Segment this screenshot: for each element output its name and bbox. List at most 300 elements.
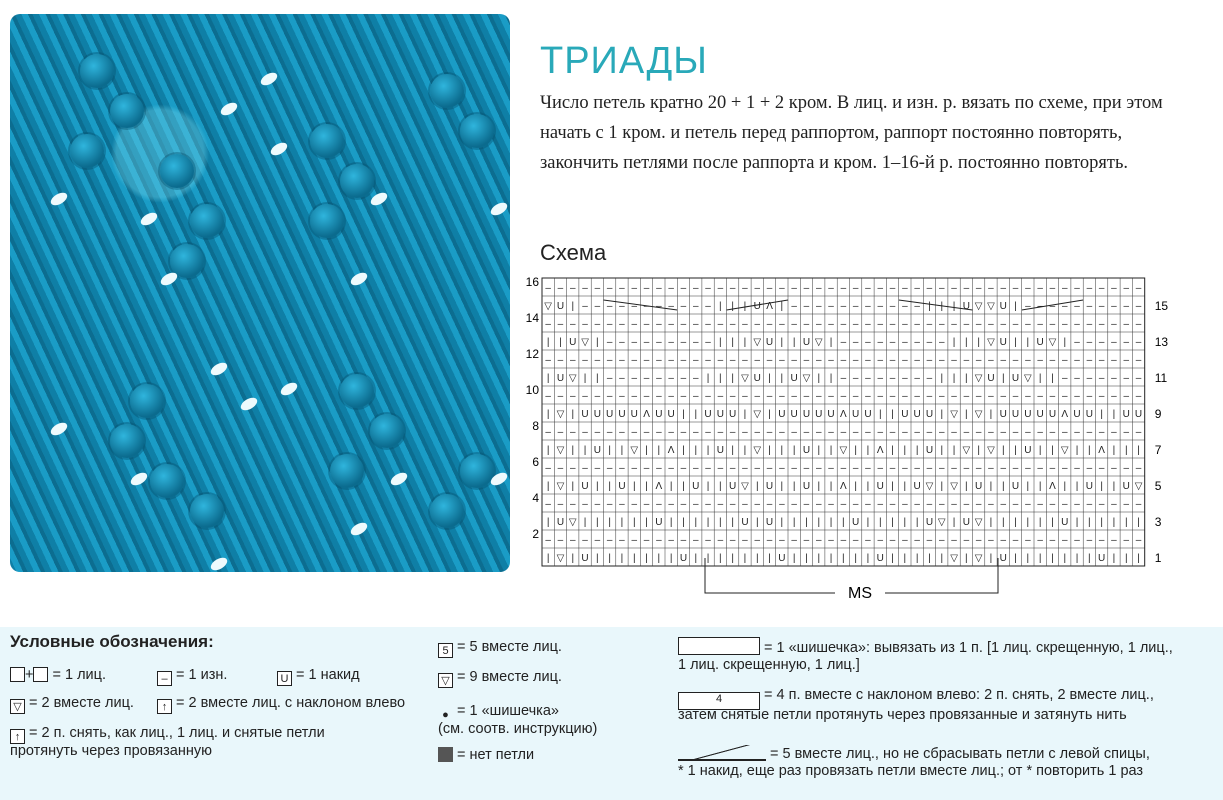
- chart-stitch: U: [925, 408, 934, 420]
- chart-stitch: –: [742, 282, 748, 294]
- chart-stitch: Λ: [1049, 480, 1056, 492]
- chart-stitch: |: [755, 552, 759, 564]
- chart-stitch: |: [596, 336, 599, 348]
- scheme-label: Схема: [540, 240, 607, 265]
- chart-stitch: |: [780, 444, 784, 456]
- chart-stitch: |: [1001, 480, 1005, 492]
- chart-stitch: –: [828, 318, 834, 330]
- row-number-left: 10: [525, 383, 539, 397]
- chart-stitch: –: [692, 336, 699, 348]
- no-stitch-symbol-icon: [438, 747, 453, 762]
- chart-stitch: |: [546, 336, 550, 348]
- chart-stitch: –: [938, 318, 945, 330]
- chart-stitch: –: [889, 426, 896, 438]
- chart-stitch: |: [1014, 516, 1017, 528]
- chart-stitch: –: [1000, 318, 1007, 330]
- chart-stitch: –: [840, 354, 847, 366]
- chart-stitch: –: [754, 318, 761, 330]
- chart-stitch: –: [840, 534, 847, 546]
- chart-stitch: –: [779, 390, 785, 402]
- chart-stitch: –: [1074, 462, 1080, 474]
- chart-stitch: –: [840, 300, 847, 312]
- chart-stitch: ▽: [544, 300, 553, 312]
- chart-stitch: –: [643, 336, 650, 348]
- chart-stitch: U: [852, 516, 860, 528]
- chart-stitch: U: [556, 372, 565, 384]
- chart-stitch: |: [940, 300, 944, 312]
- legend-k4-left-line2: затем снятые петли протянуть через провязанные и затянуть нить: [678, 707, 1127, 723]
- chart-stitch: –: [692, 300, 699, 312]
- chart-stitch: |: [1001, 516, 1005, 528]
- chart-stitch: ▽: [556, 408, 565, 420]
- chart-stitch: –: [545, 534, 551, 546]
- chart-stitch: |: [546, 480, 550, 492]
- chart-stitch: –: [840, 390, 847, 402]
- chart-stitch: –: [1111, 390, 1117, 402]
- chart-stitch: –: [594, 318, 601, 330]
- chart-stitch: –: [557, 354, 564, 366]
- chart-stitch: –: [1098, 318, 1105, 330]
- chart-stitch: –: [1000, 534, 1007, 546]
- chart-stitch: Λ: [655, 480, 663, 492]
- chart-stitch: Λ: [643, 408, 650, 420]
- chart-stitch: –: [1135, 462, 1142, 474]
- pattern-description: [540, 88, 1220, 178]
- chart-stitch: –: [803, 318, 810, 330]
- chart-stitch: –: [754, 282, 761, 294]
- chart-stitch: |: [1137, 444, 1140, 456]
- chart-stitch: –: [865, 498, 871, 510]
- chart-stitch: –: [963, 462, 970, 474]
- chart-stitch: –: [902, 534, 908, 546]
- chart-stitch: –: [606, 300, 613, 312]
- chart-stitch: –: [1123, 282, 1130, 294]
- chart-stitch: –: [631, 354, 638, 366]
- chart-stitch: –: [729, 426, 736, 438]
- chart-stitch: |: [682, 444, 685, 456]
- chart-stitch: –: [902, 336, 908, 348]
- chart-stitch: –: [803, 390, 810, 402]
- chart-stitch: U: [802, 408, 811, 420]
- chart-stitch: –: [852, 282, 859, 294]
- chart-stitch: |: [817, 444, 821, 456]
- chart-stitch: ▽: [925, 480, 934, 492]
- chart-stitch: –: [631, 300, 638, 312]
- chart-stitch: |: [1112, 516, 1116, 528]
- chart-stitch: –: [1012, 354, 1019, 366]
- chart-stitch: |: [915, 516, 919, 528]
- chart-stitch: |: [731, 552, 734, 564]
- chart-stitch: –: [668, 354, 674, 366]
- chart-stitch: –: [619, 336, 625, 348]
- legend-bobble-big-line2: 1 лиц. скрещенную, 1 лиц.]: [678, 657, 860, 673]
- row-number-left: 2: [532, 527, 539, 541]
- chart-stitch: U: [729, 408, 737, 420]
- chart-stitch: |: [706, 444, 710, 456]
- chart-stitch: –: [963, 534, 970, 546]
- chart-stitch: –: [1061, 372, 1068, 384]
- chart-stitch: –: [1098, 300, 1105, 312]
- chart-stitch: –: [545, 390, 551, 402]
- chart-stitch: –: [729, 318, 736, 330]
- row-number-left: 12: [525, 347, 539, 361]
- chart-stitch: –: [1061, 390, 1068, 402]
- legend-no-stitch: = нет петли: [438, 747, 534, 763]
- chart-stitch: –: [692, 372, 699, 384]
- chart-stitch: –: [619, 372, 625, 384]
- chart-stitch: |: [928, 300, 931, 312]
- row-number-left: 16: [525, 275, 539, 289]
- k5-keep-symbol-icon: [678, 745, 766, 761]
- chart-stitch: |: [743, 444, 747, 456]
- chart-stitch: –: [1111, 498, 1117, 510]
- chart-stitch: –: [1049, 300, 1056, 312]
- chart-stitch: U: [1011, 372, 1020, 384]
- chart-stitch: –: [1000, 282, 1007, 294]
- chart-stitch: |: [583, 372, 587, 384]
- chart-stitch: –: [668, 462, 674, 474]
- chart-stitch: U: [876, 480, 884, 492]
- chart-stitch: –: [865, 390, 871, 402]
- chart-stitch: |: [1038, 516, 1042, 528]
- chart-stitch: –: [766, 318, 773, 330]
- chart-stitch: ▽: [741, 480, 749, 492]
- chart-stitch: –: [668, 336, 674, 348]
- chart-stitch: –: [902, 498, 908, 510]
- chart-stitch: –: [557, 462, 564, 474]
- bobble-big-symbol-icon: [678, 637, 760, 655]
- chart-stitch: –: [963, 282, 970, 294]
- chart-stitch: |: [1075, 516, 1079, 528]
- chart-stitch: –: [1123, 390, 1130, 402]
- chart-stitch: –: [975, 282, 982, 294]
- chart-stitch: –: [680, 390, 687, 402]
- chart-stitch: |: [829, 336, 833, 348]
- chart-stitch: |: [842, 552, 845, 564]
- chart-stitch: –: [705, 534, 711, 546]
- chart-stitch: –: [656, 336, 662, 348]
- chart-stitch: –: [865, 300, 871, 312]
- chart-stitch: |: [571, 552, 575, 564]
- chart-stitch: |: [903, 516, 907, 528]
- chart-stitch: |: [989, 552, 993, 564]
- chart-stitch: |: [1100, 516, 1103, 528]
- chart-stitch: |: [596, 552, 599, 564]
- chart-stitch: –: [951, 390, 957, 402]
- chart-stitch: |: [1075, 480, 1079, 492]
- chart-stitch: –: [631, 426, 638, 438]
- chart-stitch: –: [988, 390, 994, 402]
- chart-stitch: –: [619, 426, 625, 438]
- chart-stitch: –: [1123, 498, 1130, 510]
- chart-stitch: |: [878, 408, 882, 420]
- chart-stitch: Λ: [1061, 408, 1069, 420]
- chart-stitch: –: [803, 300, 810, 312]
- chart-stitch: –: [729, 498, 736, 510]
- chart-stitch: –: [865, 534, 871, 546]
- chart-stitch: –: [852, 372, 859, 384]
- chart-stitch: –: [988, 354, 994, 366]
- chart-stitch: |: [1063, 480, 1067, 492]
- row-number-right: 15: [1154, 299, 1169, 313]
- chart-stitch: |: [1014, 552, 1017, 564]
- chart-stitch: –: [643, 462, 650, 474]
- chart-stitch: –: [914, 282, 920, 294]
- chart-stitch: |: [792, 480, 796, 492]
- chart-stitch: |: [571, 300, 575, 312]
- chart-stitch: –: [889, 534, 896, 546]
- chart-stitch: –: [1111, 282, 1117, 294]
- chart-stitch: |: [989, 408, 993, 420]
- chart-stitch: |: [731, 372, 734, 384]
- chart-stitch: U: [765, 336, 774, 348]
- chart-stitch: –: [582, 354, 588, 366]
- chart-stitch: –: [877, 354, 884, 366]
- chart-stitch: –: [926, 534, 933, 546]
- chart-stitch: U: [999, 408, 1007, 420]
- chart-stitch: |: [829, 444, 833, 456]
- chart-stitch: –: [692, 318, 699, 330]
- chart-stitch: |: [817, 480, 821, 492]
- chart-stitch: –: [852, 390, 859, 402]
- chart-stitch: –: [1086, 318, 1093, 330]
- chart-stitch: –: [705, 390, 711, 402]
- chart-stitch: –: [840, 336, 847, 348]
- chart-stitch: ▽: [814, 336, 823, 348]
- chart-stitch: |: [706, 516, 710, 528]
- chart-stitch: |: [1038, 552, 1042, 564]
- chart-stitch: U: [704, 408, 712, 420]
- chart-stitch: |: [657, 552, 661, 564]
- chart-stitch: |: [817, 552, 821, 564]
- chart-stitch: |: [694, 552, 698, 564]
- chart-stitch: –: [643, 390, 650, 402]
- chart-stitch: –: [1074, 390, 1080, 402]
- chart-stitch: |: [546, 516, 550, 528]
- chart-stitch: –: [1049, 318, 1056, 330]
- chart-stitch: |: [743, 408, 747, 420]
- chart-stitch: –: [779, 462, 785, 474]
- chart-stitch: –: [643, 354, 650, 366]
- chart-stitch: –: [545, 498, 551, 510]
- chart-stitch: –: [815, 390, 822, 402]
- chart-stitch: –: [889, 390, 896, 402]
- chart-stitch: –: [705, 498, 711, 510]
- chart-stitch: |: [1026, 336, 1030, 348]
- chart-stitch: –: [865, 354, 871, 366]
- chart-stitch: ▽: [962, 444, 971, 456]
- chart-stitch: –: [754, 390, 761, 402]
- chart-stitch: |: [940, 480, 944, 492]
- chart-stitch: –: [1049, 462, 1056, 474]
- chart-stitch: |: [669, 516, 673, 528]
- chart-stitch: –: [1074, 534, 1080, 546]
- knitting-chart: [515, 270, 1175, 605]
- chart-stitch: –: [1086, 336, 1093, 348]
- chart-stitch: –: [754, 354, 761, 366]
- chart-stitch: –: [1111, 534, 1117, 546]
- chart-stitch: –: [680, 336, 687, 348]
- chart-stitch: –: [828, 354, 834, 366]
- chart-stitch: –: [1025, 282, 1031, 294]
- chart-stitch: –: [754, 498, 761, 510]
- chart-stitch: ▽: [1023, 372, 1032, 384]
- chart-stitch: |: [1014, 444, 1017, 456]
- chart-stitch: |: [731, 516, 734, 528]
- chart-stitch: –: [1012, 318, 1019, 330]
- chart-stitch: –: [1000, 498, 1007, 510]
- chart-stitch: |: [682, 408, 685, 420]
- chart-stitch: |: [632, 552, 636, 564]
- chart-stitch: –: [951, 318, 957, 330]
- chart-stitch: –: [914, 354, 920, 366]
- chart-stitch: –: [631, 282, 638, 294]
- chart-stitch: U: [802, 336, 811, 348]
- chart-stitch: –: [582, 534, 588, 546]
- chart-stitch: –: [926, 354, 933, 366]
- chart-stitch: –: [557, 534, 564, 546]
- chart-stitch: U: [815, 408, 823, 420]
- chart-stitch: –: [1061, 534, 1068, 546]
- chart-stitch: –: [1074, 318, 1080, 330]
- legend-knit: + = 1 лиц.: [10, 667, 106, 683]
- chart-stitch: ▽: [950, 552, 958, 564]
- chart-stitch: |: [1137, 516, 1140, 528]
- chart-stitch: –: [840, 372, 847, 384]
- chart-stitch: U: [655, 516, 663, 528]
- chart-stitch: |: [829, 480, 833, 492]
- chart-stitch: –: [926, 336, 933, 348]
- chart-stitch: –: [692, 282, 699, 294]
- chart-stitch: U: [630, 408, 638, 420]
- legend-heading: Условные обозначения:: [10, 632, 214, 651]
- chart-stitch: –: [692, 498, 699, 510]
- chart-stitch: U: [999, 336, 1007, 348]
- chart-stitch: –: [569, 534, 576, 546]
- chart-stitch: |: [1063, 336, 1067, 348]
- chart-stitch: |: [866, 444, 870, 456]
- chart-stitch: U: [1073, 408, 1081, 420]
- chart-stitch: –: [877, 300, 884, 312]
- chart-stitch: U: [790, 372, 798, 384]
- legend-k2tog-left: ↑ = 2 вместе лиц. с наклоном влево: [157, 695, 405, 714]
- chart-stitch: –: [705, 336, 711, 348]
- chart-stitch: |: [645, 444, 648, 456]
- chart-stitch: ▽: [950, 480, 958, 492]
- chart-stitch: –: [631, 318, 638, 330]
- chart-stitch: U: [1011, 408, 1020, 420]
- chart-stitch: –: [938, 354, 945, 366]
- chart-stitch: –: [705, 426, 711, 438]
- chart-stitch: –: [705, 354, 711, 366]
- chart-stitch: –: [582, 300, 588, 312]
- chart-stitch: –: [1135, 534, 1142, 546]
- chart-stitch: ▽: [839, 444, 848, 456]
- chart-stitch: |: [571, 444, 575, 456]
- chart-stitch: –: [1135, 300, 1142, 312]
- legend-purl: – = 1 изн.: [157, 667, 227, 686]
- chart-stitch: –: [791, 534, 797, 546]
- chart-stitch: –: [1074, 282, 1080, 294]
- chart-stitch: –: [692, 390, 699, 402]
- chart-stitch: U: [581, 552, 589, 564]
- chart-stitch: –: [951, 282, 957, 294]
- chart-stitch: –: [692, 354, 699, 366]
- chart-stitch: –: [668, 498, 674, 510]
- chart-stitch: –: [988, 318, 994, 330]
- chart-stitch: –: [1049, 390, 1056, 402]
- chart-stitch: U: [692, 480, 700, 492]
- chart-stitch: –: [988, 282, 994, 294]
- chart-stitch: –: [680, 534, 687, 546]
- chart-stitch: |: [891, 408, 894, 420]
- legend-k5-keep: = 5 вместе лиц., но не сбрасывать петли с левой спицы,: [678, 745, 1150, 762]
- row-number-right: 5: [1154, 479, 1162, 493]
- chart-stitch: –: [1074, 498, 1080, 510]
- chart-stitch: –: [914, 498, 920, 510]
- chart-stitch: –: [1111, 426, 1117, 438]
- chart-stitch: –: [914, 426, 920, 438]
- chart-stitch: –: [766, 390, 773, 402]
- chart-stitch: –: [938, 498, 945, 510]
- chart-stitch: |: [596, 372, 599, 384]
- page-title: ТРИАДЫ: [540, 40, 708, 82]
- row-number-left: 4: [532, 491, 539, 505]
- chart-stitch: –: [779, 318, 785, 330]
- chart-stitch: U: [901, 408, 909, 420]
- chart-stitch: U: [913, 480, 921, 492]
- chart-stitch: |: [780, 336, 784, 348]
- chart-stitch: –: [643, 498, 650, 510]
- chart-stitch: –: [1025, 426, 1031, 438]
- chart-stitch: |: [768, 408, 771, 420]
- legend-yarn-over: U = 1 накид: [277, 667, 360, 686]
- chart-stitch: –: [1061, 498, 1068, 510]
- chart-stitch: –: [717, 534, 724, 546]
- chart-stitch: |: [1026, 516, 1030, 528]
- chart-stitch: –: [1098, 498, 1105, 510]
- chart-stitch: U: [999, 300, 1007, 312]
- chart-stitch: –: [779, 498, 785, 510]
- chart-stitch: –: [852, 354, 859, 366]
- chart-stitch: –: [828, 462, 834, 474]
- chart-stitch: |: [940, 552, 944, 564]
- chart-stitch: –: [889, 462, 896, 474]
- chart-stitch: |: [608, 516, 611, 528]
- chart-stitch: |: [632, 480, 636, 492]
- chart-stitch: –: [692, 462, 699, 474]
- chart-stitch: ▽: [568, 372, 577, 384]
- legend-k2tog: ▽ = 2 вместе лиц.: [10, 695, 134, 714]
- chart-stitch: –: [717, 282, 724, 294]
- chart-stitch: Λ: [840, 408, 847, 420]
- chart-stitch: –: [606, 426, 613, 438]
- chart-stitch: –: [643, 282, 650, 294]
- chart-stitch: –: [619, 300, 625, 312]
- chart-stitch: |: [854, 552, 857, 564]
- chart-stitch: |: [1075, 444, 1079, 456]
- chart-stitch: –: [1086, 300, 1093, 312]
- chart-stitch: ▽: [741, 372, 749, 384]
- chart-stitch: –: [742, 354, 748, 366]
- chart-stitch: –: [975, 534, 982, 546]
- chart-stitch: –: [1135, 336, 1142, 348]
- chart-stitch: ▽: [937, 516, 946, 528]
- chart-stitch: |: [1038, 480, 1042, 492]
- chart-stitch: |: [940, 444, 944, 456]
- chart-stitch: ▽: [987, 300, 995, 312]
- chart-stitch: –: [779, 534, 785, 546]
